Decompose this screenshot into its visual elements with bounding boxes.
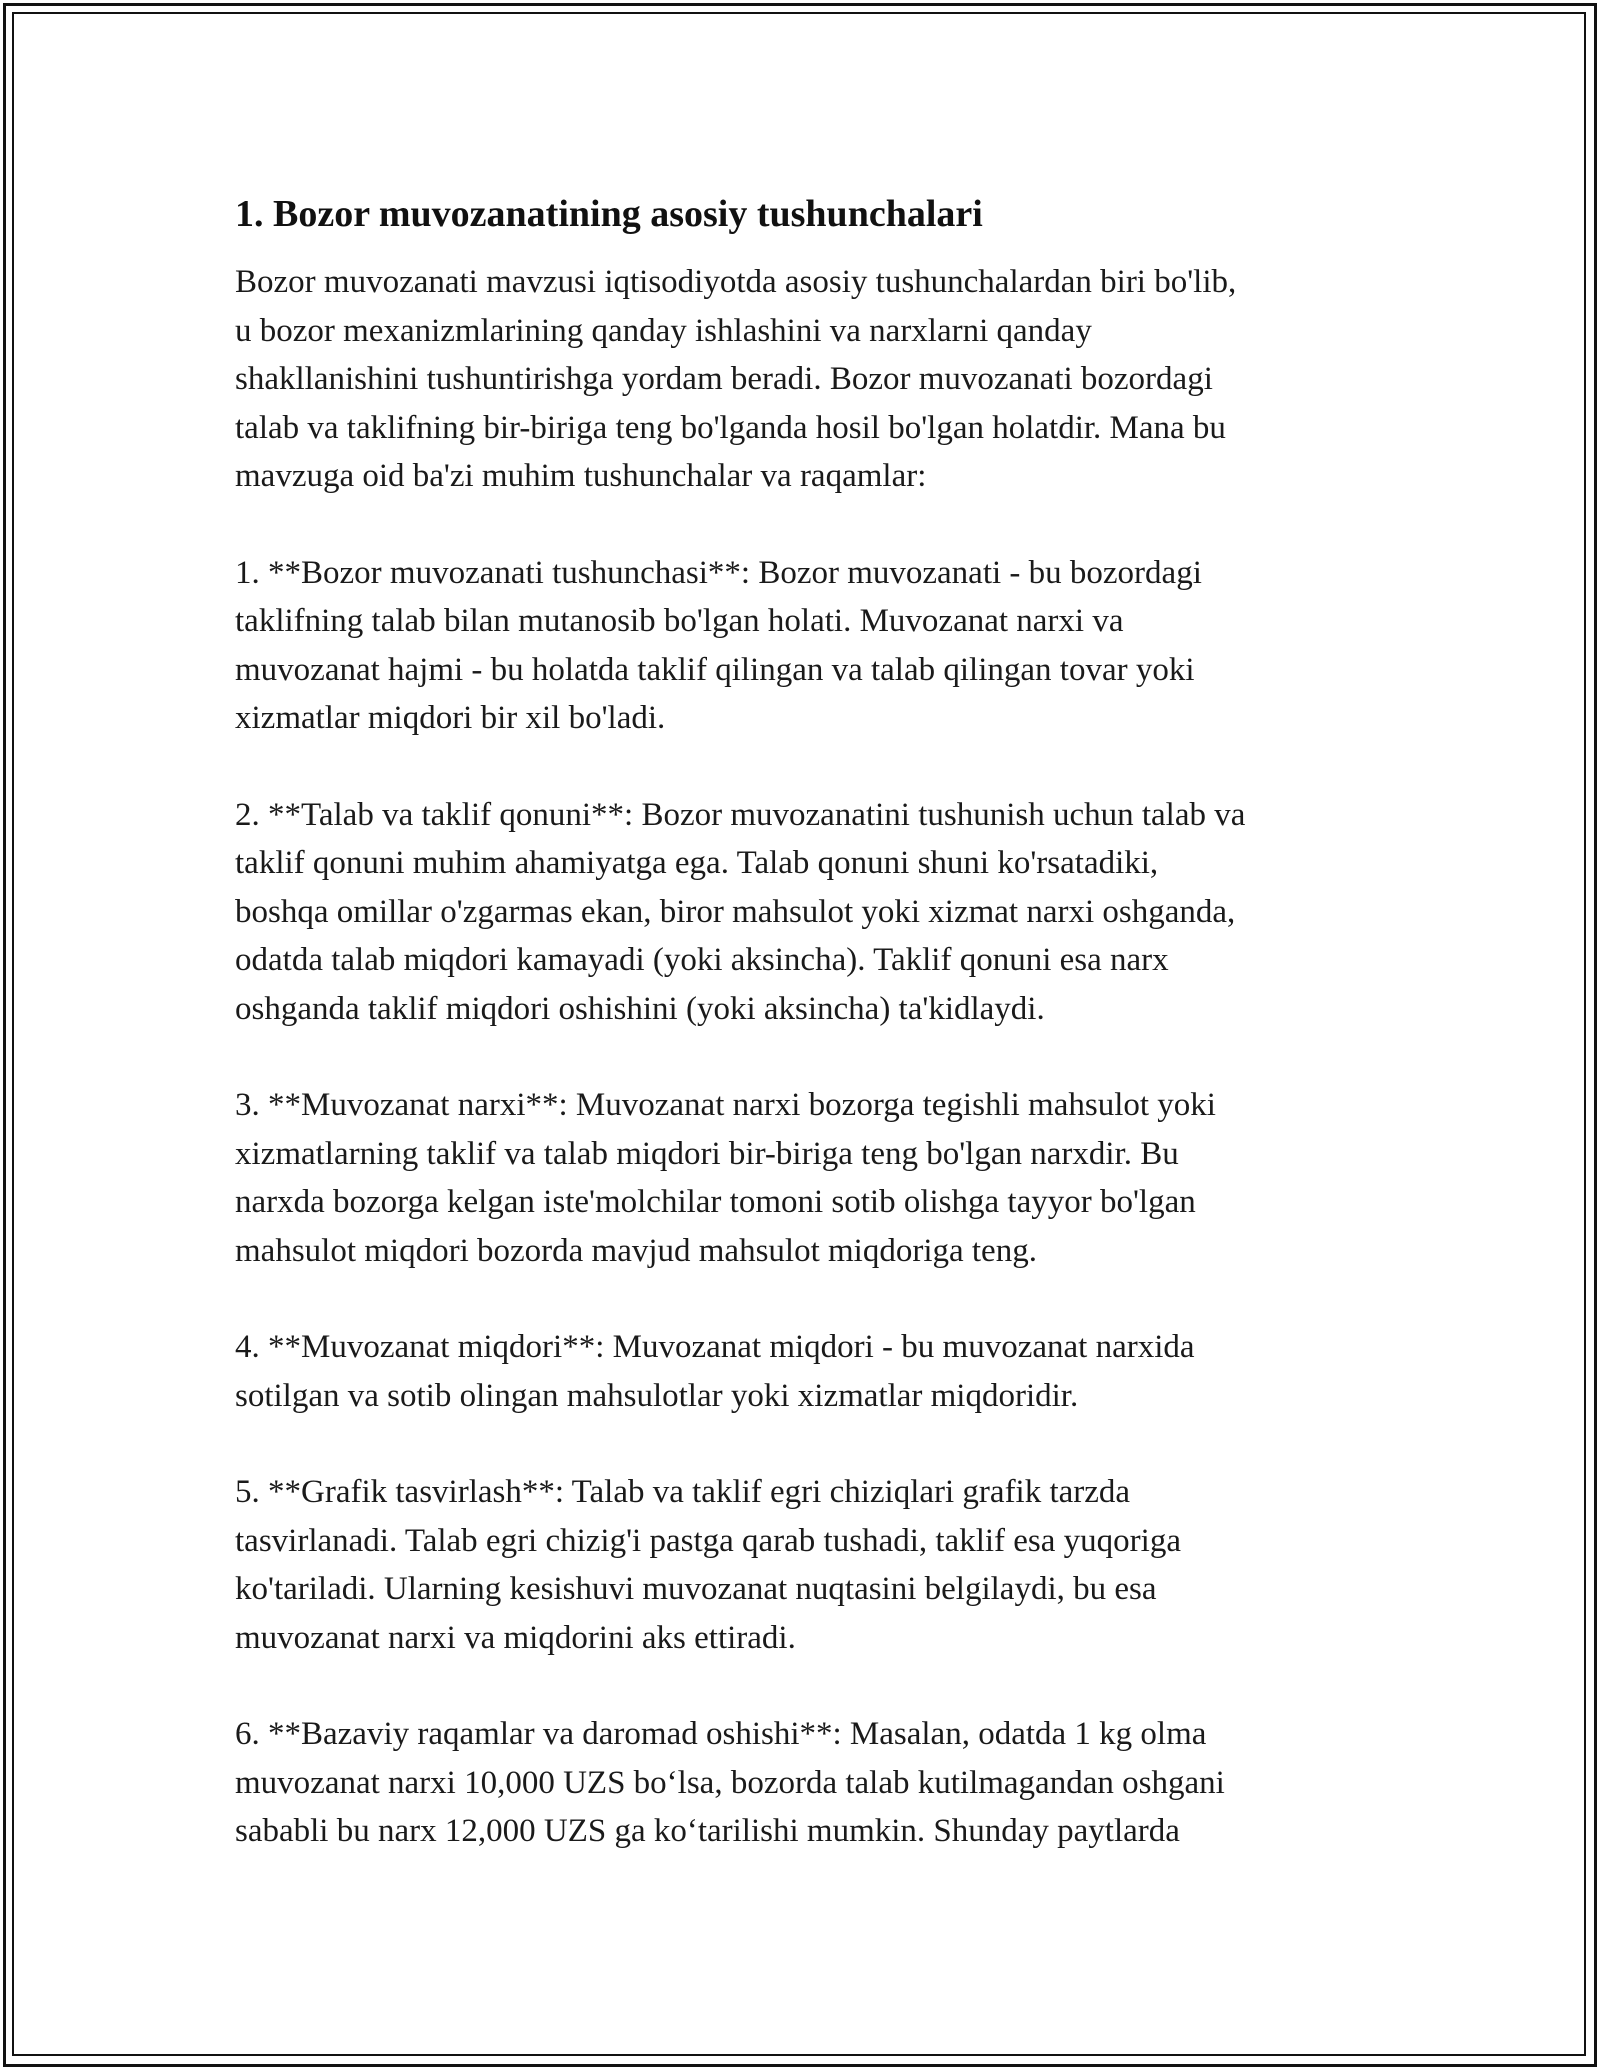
intro-paragraph: Bozor muvozanati mavzusi iqtisodiyotda asosiy tushunchalardan biri bo'lib, u bozor mexanizmlarining qanday ishlashini va narxlarni qanday shakllanishini tushuntirishga yordam beradi. Bozor muvozanati bozordagi talab va taklifning bir-biriga teng bo'lganda hosil bo'lgan holatdir. Mana bu mavzuga oid ba'zi muhim tushunchalar va raqamlar: [235,264,1237,494]
list-item-4: 4. **Muvozanat miqdori**: Muvozanat miqdori - bu muvozanat narxida sotilgan va sotib olingan mahsulotlar yoki xizmatlar miqdoridir. [235,1329,1195,1414]
list-item-2: 2. **Talab va taklif qonuni**: Bozor muvozanatini tushunish uchun talab va taklif qonuni muhim ahamiyatga ega. Talab qonuni shuni ko'rsatadiki, boshqa omillar o'zgarmas ekan, biror mahsulot yoki xizmat narxi oshganda, odatda talab miqdori kamayadi (yoki aksincha). Taklif qonuni esa narx oshganda taklif miqdori oshishini (yoki aksincha) ta'kidlaydi. [235,796,1246,1027]
list-item-3: 3. **Muvozanat narxi**: Muvozanat narxi bozorga tegishli mahsulot yoki xizmatlarning taklif va talab miqdori bir-biriga teng bo'lgan narxdir. Bu narxda bozorga kelgan iste'molchilar tomoni sotib olishga tayyor bo'lgan mahsulot miqdori bozorda mavjud mahsulot miqdoriga teng. [235,1087,1216,1269]
list-item-1: 1. **Bozor muvozanati tushunchasi**: Bozor muvozanati - bu bozordagi taklifning talab bilan mutanosib bo'lgan holati. Muvozanat narxi va muvozanat hajmi - bu holatda taklif qilingan va talab qilingan tovar yoki xizmatlar miqdori bir xil bo'ladi. [235,554,1202,736]
section-heading: 1. Bozor muvozanatining asosiy tushunchalari [235,193,983,235]
list-item-6: 6. **Bazaviy raqamlar va daromad oshishi**: Masalan, odatda 1 kg olma muvozanat narxi 10,000 UZS bo‘lsa, bozorda talab kutilmagandan oshgani sababli bu narx 12,000 UZS ga ko‘tarilishi mumkin. Shunday paytlarda [235,1716,1225,1849]
list-item-5: 5. **Grafik tasvirlash**: Talab va taklif egri chiziqlari grafik tarzda tasvirlanadi. Talab egri chizig'i pastga qarab tushadi, taklif esa yuqoriga ko'tariladi. Ularning kesishuvi muvozanat nuqtasini belgilaydi, bu esa muvozanat narxi va miqdorini aks ettiradi. [235,1474,1181,1656]
document-body [235,188,1375,1904]
